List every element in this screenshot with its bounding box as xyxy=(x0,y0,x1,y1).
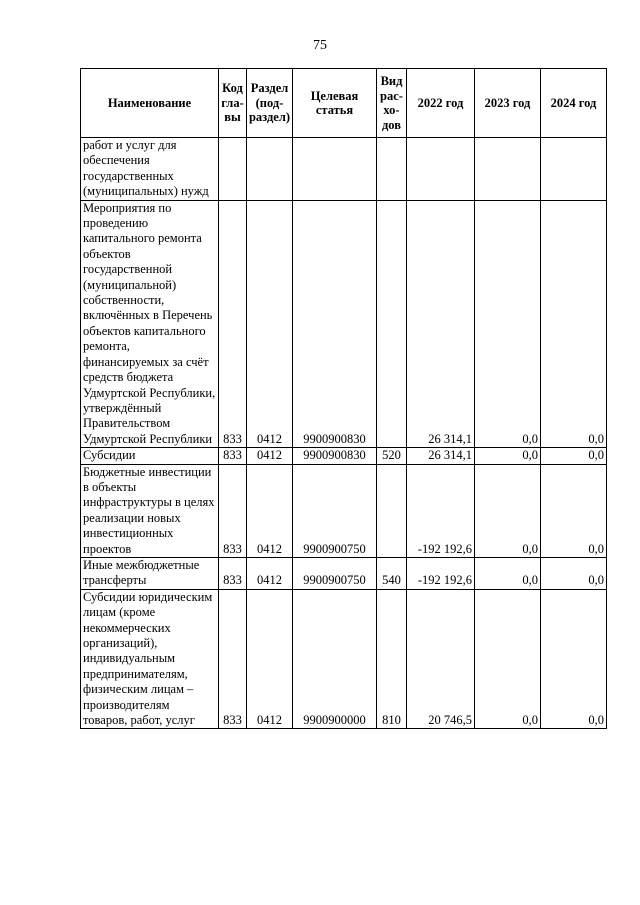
cell-2023: 0,0 xyxy=(475,464,541,557)
table-row xyxy=(81,589,607,729)
table-row xyxy=(81,448,607,464)
table-row xyxy=(81,200,607,448)
header-2022: 2022 год xyxy=(407,69,475,138)
cell-2024: 0,0 xyxy=(541,200,607,448)
cell-name: работ и услуг для обеспечения государственных (муниципальных) нужд xyxy=(81,138,219,201)
cell-statya: 9900900830 xyxy=(293,448,377,464)
cell-2022: -192 192,6 xyxy=(407,464,475,557)
cell-name: Бюджетные инвестиции в объекты инфраструктуры в целях реализации новых инвестиционных проектов xyxy=(81,464,219,557)
header-kod: Код гла-вы xyxy=(219,69,247,138)
cell-razdel xyxy=(247,138,293,201)
cell-2024: 0,0 xyxy=(541,464,607,557)
cell-statya: 9900900750 xyxy=(293,464,377,557)
cell-kod: 833 xyxy=(219,448,247,464)
cell-2022: 26 314,1 xyxy=(407,200,475,448)
cell-2024: 0,0 xyxy=(541,557,607,589)
cell-2022 xyxy=(407,138,475,201)
cell-kod: 833 xyxy=(219,589,247,729)
cell-2023: 0,0 xyxy=(475,448,541,464)
cell-name: Иные межбюджетные трансферты xyxy=(81,557,219,589)
cell-kod: 833 xyxy=(219,200,247,448)
cell-vid: 520 xyxy=(377,448,407,464)
cell-kod xyxy=(219,138,247,201)
cell-2023: 0,0 xyxy=(475,589,541,729)
cell-razdel: 0412 xyxy=(247,200,293,448)
cell-vid: 540 xyxy=(377,557,407,589)
cell-2023: 0,0 xyxy=(475,557,541,589)
cell-razdel: 0412 xyxy=(247,448,293,464)
cell-2022: 20 746,5 xyxy=(407,589,475,729)
cell-name: Мероприятия по проведению капитального ремонта объектов государственной (муниципальной) собственности, включённых в Перечень объектов капитального ремонта, финансируемых за счёт средств бюджета Удмуртской Республики, утверждённый Правительством Удмуртской Республики xyxy=(81,200,219,448)
cell-2023: 0,0 xyxy=(475,200,541,448)
cell-2024 xyxy=(541,138,607,201)
header-vid: Вид рас-хо-дов xyxy=(377,69,407,138)
cell-statya: 9900900750 xyxy=(293,557,377,589)
cell-razdel: 0412 xyxy=(247,464,293,557)
cell-kod: 833 xyxy=(219,557,247,589)
cell-statya: 9900900830 xyxy=(293,200,377,448)
cell-statya xyxy=(293,138,377,201)
cell-statya: 9900900000 xyxy=(293,589,377,729)
table-row xyxy=(81,464,607,557)
cell-vid xyxy=(377,200,407,448)
page-number: 75 xyxy=(313,38,327,53)
header-razdel: Раздел (под-раздел) xyxy=(247,69,293,138)
header-name: Наименование xyxy=(81,69,219,138)
table-row xyxy=(81,557,607,589)
table-header-row xyxy=(81,69,607,138)
table-row xyxy=(81,138,607,201)
cell-2024: 0,0 xyxy=(541,448,607,464)
cell-name: Субсидии юридическим лицам (кроме некоммерческих организаций), индивидуальным предпринимателям, физическим лицам – производителям товаров, работ, услуг xyxy=(81,589,219,729)
cell-kod: 833 xyxy=(219,464,247,557)
cell-2023 xyxy=(475,138,541,201)
cell-razdel: 0412 xyxy=(247,589,293,729)
cell-vid: 810 xyxy=(377,589,407,729)
cell-razdel: 0412 xyxy=(247,557,293,589)
header-2023: 2023 год xyxy=(475,69,541,138)
header-2024: 2024 год xyxy=(541,69,607,138)
cell-2024: 0,0 xyxy=(541,589,607,729)
cell-2022: -192 192,6 xyxy=(407,557,475,589)
cell-2022: 26 314,1 xyxy=(407,448,475,464)
cell-name: Субсидии xyxy=(81,448,219,464)
budget-table xyxy=(80,68,607,729)
header-statya: Целевая статья xyxy=(293,69,377,138)
cell-vid xyxy=(377,464,407,557)
cell-vid xyxy=(377,138,407,201)
